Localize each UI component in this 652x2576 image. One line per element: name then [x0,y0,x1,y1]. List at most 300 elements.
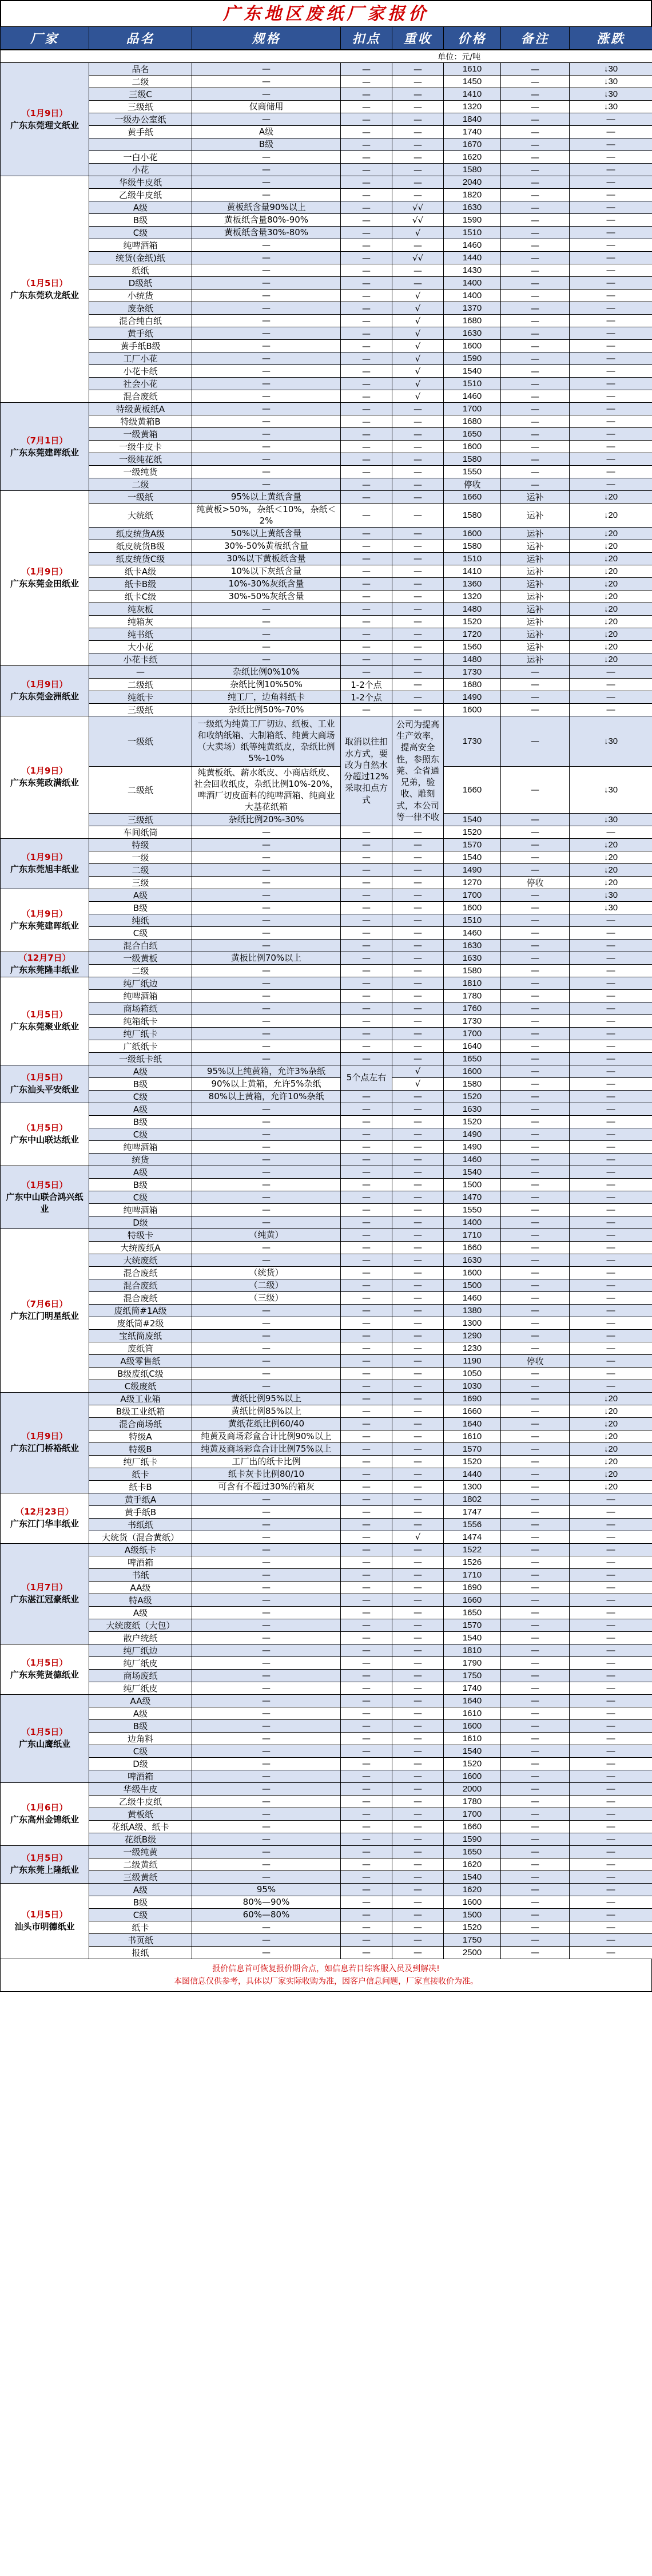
price-cell: 1660 [444,1594,501,1606]
table-row [1,1908,652,1921]
table-row [1,252,652,264]
spec-cell: A级 [192,126,341,138]
deduct-cell: — [341,1606,392,1619]
deduct-cell: — [341,1719,392,1732]
moisture-cell: — [392,1795,444,1808]
note-cell: 停收 [501,876,570,889]
price-cell: 1690 [444,1581,501,1594]
grade-cell: A级零售纸 [89,1354,192,1367]
price-cell: 1780 [444,1795,501,1808]
table-row [1,1392,652,1405]
note-cell: — [501,851,570,863]
table-row [1,1946,652,1959]
change-cell: — [570,466,652,478]
table-row [1,889,652,901]
grade-cell: 宝纸筒废纸 [89,1329,192,1342]
moisture-cell: √ [392,340,444,352]
price-cell: 1440 [444,252,501,264]
deduct-cell: — [341,615,392,628]
moisture-cell: — [392,1656,444,1669]
spec-cell: — [192,926,341,939]
moisture-cell: — [392,1430,444,1442]
mill-cell [1,952,89,977]
grade-cell: 一级纯花纸 [89,453,192,466]
deduct-cell: — [341,1568,392,1581]
note-cell: — [501,352,570,365]
price-cell: 1520 [444,1115,501,1128]
grade-cell: 纸卡 [89,1921,192,1933]
note-cell: — [501,1442,570,1455]
moisture-cell: — [392,1619,444,1631]
grade-cell: 混合废纸 [89,390,192,403]
price-cell: 1590 [444,214,501,227]
mill-date: （1月9日） [21,909,68,919]
deduct-cell: — [341,214,392,227]
change-cell: ↓20 [570,653,652,665]
spec-cell: — [192,1581,341,1594]
table-row [1,1933,652,1946]
moisture-cell: — [392,1707,444,1719]
grade-cell: 二级 [89,478,192,491]
change-cell: ↓20 [570,504,652,528]
mill-cell [1,716,89,838]
price-cell: 1630 [444,327,501,340]
price-cell: 1730 [444,665,501,678]
grade-cell: 一级 [89,851,192,863]
change-cell: — [570,1707,652,1719]
table-row [1,1732,652,1745]
spec-cell: — [192,1619,341,1631]
spec-cell: — [192,1153,341,1166]
spec-cell: — [192,1782,341,1795]
deduct-cell: — [341,665,392,678]
deduct-cell: — [341,227,392,239]
note-cell: — [501,1845,570,1858]
change-cell: — [570,1203,652,1216]
grade-cell: C级 [89,1745,192,1757]
price-cell: 1520 [444,826,501,838]
deduct-cell: — [341,478,392,491]
change-cell: — [570,1027,652,1040]
moisture-cell: — [392,1682,444,1694]
table-row [1,1191,652,1203]
table-row [1,101,652,113]
spec-cell: — [192,1178,341,1191]
price-cell: 1600 [444,1896,501,1908]
change-cell: — [570,1908,652,1921]
moisture-cell: — [392,703,444,716]
table-row [1,415,652,428]
spec-cell: — [192,1707,341,1719]
grade-cell: 纸纸 [89,264,192,277]
price-cell: 1760 [444,1002,501,1014]
change-cell: — [570,1619,652,1631]
table-row [1,1845,652,1858]
grade-cell: 纸卡B级 [89,577,192,590]
deduct-cell: — [341,1845,392,1858]
mill-name: 广东东莞玖龙纸业 [10,290,79,300]
grade-cell: 乙级牛皮纸 [89,1795,192,1808]
moisture-cell: √ [392,327,444,340]
note-cell: — [501,365,570,378]
spec-cell: — [192,415,341,428]
spec-cell: — [192,1040,341,1052]
spec-cell: — [192,453,341,466]
grade-cell: 纯箱纸卡 [89,1014,192,1027]
mill-date: （7月6日） [21,1299,68,1309]
grade-cell: D级 [89,1216,192,1228]
change-cell: ↓20 [570,863,652,876]
grade-cell: 书页纸 [89,1933,192,1946]
mill-name: 汕头市明德纸业 [14,1921,75,1932]
mill-cell [1,1228,89,1392]
mill-cell [1,665,89,716]
table-row [1,1921,652,1933]
note-cell: 运补 [501,653,570,665]
grade-cell: 大小花 [89,640,192,653]
grade-cell: 纯灰板 [89,603,192,615]
note-cell: — [501,1531,570,1543]
table-row [1,1367,652,1380]
deduct-cell: — [341,151,392,164]
note-cell: — [501,1128,570,1140]
mill-date: （1月9日） [21,852,68,862]
moisture-cell: — [392,1367,444,1380]
note-cell: — [501,1682,570,1694]
price-table [0,50,652,1959]
note-cell: — [501,766,570,813]
price-cell: 1810 [444,977,501,989]
grade-cell: 纯箱灰 [89,615,192,628]
note-cell: — [501,1203,570,1216]
moisture-cell: — [392,1166,444,1178]
note-cell: — [501,1631,570,1644]
moisture-cell: — [392,453,444,466]
table-row [1,838,652,851]
spec-cell: 30%以下黄板纸含量 [192,552,341,565]
table-row [1,665,652,678]
spec-cell: 纯黄及商场彩盒合计比例75%以上 [192,1442,341,1455]
change-cell: ↓30 [570,63,652,76]
price-cell: 1650 [444,1845,501,1858]
spec-cell: — [192,1770,341,1782]
table-row [1,126,652,138]
note-cell: 运补 [501,540,570,552]
spec-cell: — [192,239,341,252]
moisture-cell: — [392,176,444,189]
price-cell: 1370 [444,302,501,315]
mill-cell [1,1166,89,1228]
grade-cell: 华级牛皮 [89,1782,192,1795]
grade-cell: 大统纸 [89,504,192,528]
moisture-cell: — [392,1103,444,1115]
table-row [1,1166,652,1178]
spec-cell: — [192,1367,341,1380]
note-cell: — [501,1216,570,1228]
note-cell: — [501,914,570,926]
note-cell: — [501,1606,570,1619]
table-row [1,1883,652,1896]
deduct-cell: 1-2个点 [341,678,392,691]
note-cell: — [501,1153,570,1166]
spec-cell: 95%以上纯黄箱，允许3%杂纸 [192,1065,341,1077]
price-cell: 1400 [444,277,501,290]
table-row [1,691,652,703]
table-row [1,863,652,876]
mill-cell [1,1644,89,1694]
table-row [1,1027,652,1040]
deduct-cell: — [341,1430,392,1442]
change-cell: — [570,1946,652,1959]
deduct-cell: — [341,1241,392,1254]
mill-name: 广东江门华丰纸业 [10,1519,79,1529]
mill-date: （1月7日） [21,1582,68,1592]
table-row [1,1304,652,1317]
footer-line-2: 本图信息仅供参考，具体以厂家实际收购为准，因客户信息问题，厂家直接收价为准。 [174,1976,478,1986]
price-cell: 2500 [444,1946,501,1959]
table-row [1,453,652,466]
deduct-cell: — [341,1732,392,1745]
spec-cell: （统货） [192,1266,341,1279]
moisture-cell: — [392,1442,444,1455]
change-cell: ↓20 [570,491,652,504]
deduct-cell: — [341,603,392,615]
table-row [1,1782,652,1795]
note-cell: — [501,1468,570,1480]
price-cell: 1600 [444,1770,501,1782]
moisture-cell: — [392,415,444,428]
price-cell: 1650 [444,1052,501,1065]
grade-cell: B级 [89,1077,192,1090]
note-cell: — [501,227,570,239]
spec-cell: — [192,252,341,264]
moisture-cell: — [392,552,444,565]
mill-cell [1,403,89,491]
change-cell: — [570,1833,652,1845]
note-cell: — [501,290,570,302]
deduct-cell: — [341,1908,392,1921]
note-cell: — [501,1342,570,1354]
grade-cell: 纯书纸 [89,628,192,640]
deduct-cell: — [341,1631,392,1644]
deduct-cell: — [341,1380,392,1392]
spec-cell: — [192,851,341,863]
moisture-cell: — [392,1002,444,1014]
moisture-cell: — [392,691,444,703]
grade-cell: 花纸A级、纸卡 [89,1820,192,1833]
moisture-cell: — [392,901,444,914]
spec-cell: 工厂出的纸卡比例 [192,1455,341,1468]
table-row [1,766,652,813]
table-row [1,1405,652,1417]
grade-cell: AA级 [89,1694,192,1707]
price-cell: 1680 [444,315,501,327]
moisture-cell: √ [392,352,444,365]
mill-name: 广东东莞金田纸业 [10,578,79,589]
mill-name: 广东东莞金洲纸业 [10,691,79,702]
spec-cell: 黄纸花纸比例60/40 [192,1417,341,1430]
mill-name: 广东东莞贤德纸业 [10,1670,79,1680]
table-row [1,1568,652,1581]
moisture-cell: — [392,1883,444,1896]
moisture-cell: — [392,151,444,164]
change-cell: — [570,1719,652,1732]
change-cell: — [570,403,652,415]
moisture-cell: — [392,926,444,939]
change-cell: — [570,176,652,189]
grade-cell: C级废纸 [89,1380,192,1392]
grade-cell: 纯厂纸卡 [89,1027,192,1040]
change-cell: — [570,1191,652,1203]
moisture-cell: √ [392,1531,444,1543]
deduct-cell: — [341,552,392,565]
grade-cell: 特级A [89,1430,192,1442]
moisture-cell: — [392,577,444,590]
deduct-cell: — [341,1619,392,1631]
spec-cell: — [192,378,341,390]
moisture-cell: — [392,628,444,640]
spec-cell: （二级） [192,1279,341,1291]
change-cell: — [570,1279,652,1291]
grade-cell: 特级B [89,1442,192,1455]
deduct-cell: — [341,1203,392,1216]
table-row [1,1128,652,1140]
note-cell: — [501,126,570,138]
deduct-cell: — [341,453,392,466]
mill-date: （1月5日） [21,1909,68,1920]
deduct-cell: — [341,415,392,428]
note-cell: — [501,239,570,252]
note-cell: — [501,952,570,964]
note-cell: — [501,1052,570,1065]
price-cell: 1620 [444,1883,501,1896]
change-cell: — [570,1845,652,1858]
price-cell: 1510 [444,378,501,390]
change-cell: — [570,1040,652,1052]
spec-cell: — [192,1606,341,1619]
moisture-cell: — [392,1782,444,1795]
grade-cell: 特级 [89,838,192,851]
note-cell: — [501,201,570,214]
table-row [1,164,652,176]
spec-cell: 黄板纸含量80%-90% [192,214,341,227]
price-cell: 1590 [444,1833,501,1845]
moisture-cell: — [392,76,444,88]
change-cell: ↓20 [570,640,652,653]
change-cell: — [570,1933,652,1946]
mill-cell [1,1065,89,1103]
mill-date: （1月5日） [21,1727,68,1737]
change-cell: — [570,1115,652,1128]
price-cell: 1600 [444,340,501,352]
table-row [1,926,652,939]
table-row [1,227,652,239]
spec-cell: — [192,1115,341,1128]
note-cell: — [501,1430,570,1442]
deduct-cell: — [341,1757,392,1770]
change-cell: ↓20 [570,628,652,640]
price-cell: 1790 [444,1656,501,1669]
change-cell: — [570,1128,652,1140]
change-cell: — [570,1241,652,1254]
grade-cell: A级 [89,889,192,901]
table-row [1,1455,652,1468]
moisture-cell: — [392,851,444,863]
grade-cell: 纯啤酒箱 [89,239,192,252]
grade-cell: 三级纸 [89,703,192,716]
table-row [1,640,652,653]
deduct-cell: — [341,390,392,403]
table-row [1,577,652,590]
table-row [1,914,652,926]
mill-date: （1月9日） [21,108,68,118]
moisture-cell: — [392,1631,444,1644]
price-cell: 1540 [444,1166,501,1178]
mill-date: （12月7日） [18,953,71,963]
moisture-cell: — [392,1317,444,1329]
table-row [1,1090,652,1103]
col-mill: 厂家 [1,27,89,50]
grade-cell: 纯纸卡 [89,691,192,703]
grade-cell: D级纸 [89,277,192,290]
deduct-cell: — [341,1254,392,1266]
note-cell: — [501,1002,570,1014]
spec-cell: — [192,1921,341,1933]
price-cell: 1490 [444,863,501,876]
price-cell: 1540 [444,1745,501,1757]
note-cell: — [501,1644,570,1656]
moisture-cell: — [392,164,444,176]
note-cell: — [501,138,570,151]
note-cell: — [501,1694,570,1707]
spec-cell: 黄纸比例85%以上 [192,1405,341,1417]
moisture-cell: — [392,1266,444,1279]
table-row [1,1380,652,1392]
grade-cell: 纸皮统货A级 [89,527,192,540]
price-cell: 1190 [444,1354,501,1367]
change-cell: — [570,290,652,302]
moisture-cell: — [392,1858,444,1870]
moisture-cell: √ [392,1077,444,1090]
price-cell: 1720 [444,628,501,640]
change-cell: ↓20 [570,565,652,577]
deduct-cell: — [341,1531,392,1543]
spec-cell: — [192,1317,341,1329]
moisture-cell: √√ [392,214,444,227]
table-row [1,552,652,565]
table-row [1,964,652,977]
grade-cell: C级 [89,926,192,939]
mill-cell [1,1845,89,1883]
price-cell: 2000 [444,1782,501,1795]
deduct-cell: — [341,1166,392,1178]
price-cell: 2040 [444,176,501,189]
price-cell: 1620 [444,151,501,164]
note-cell: — [501,926,570,939]
table-row [1,1656,652,1669]
change-cell: ↓20 [570,838,652,851]
change-cell: — [570,1745,652,1757]
spec-cell: 10%以下灰纸含量 [192,565,341,577]
note-cell: — [501,1518,570,1531]
spec-cell: — [192,176,341,189]
moisture-cell: — [392,989,444,1002]
deduct-cell: — [341,1493,392,1505]
grade-cell: 三级纸 [89,101,192,113]
mill-date: （1月5日） [21,1853,68,1863]
note-cell: — [501,901,570,914]
mill-cell [1,838,89,889]
